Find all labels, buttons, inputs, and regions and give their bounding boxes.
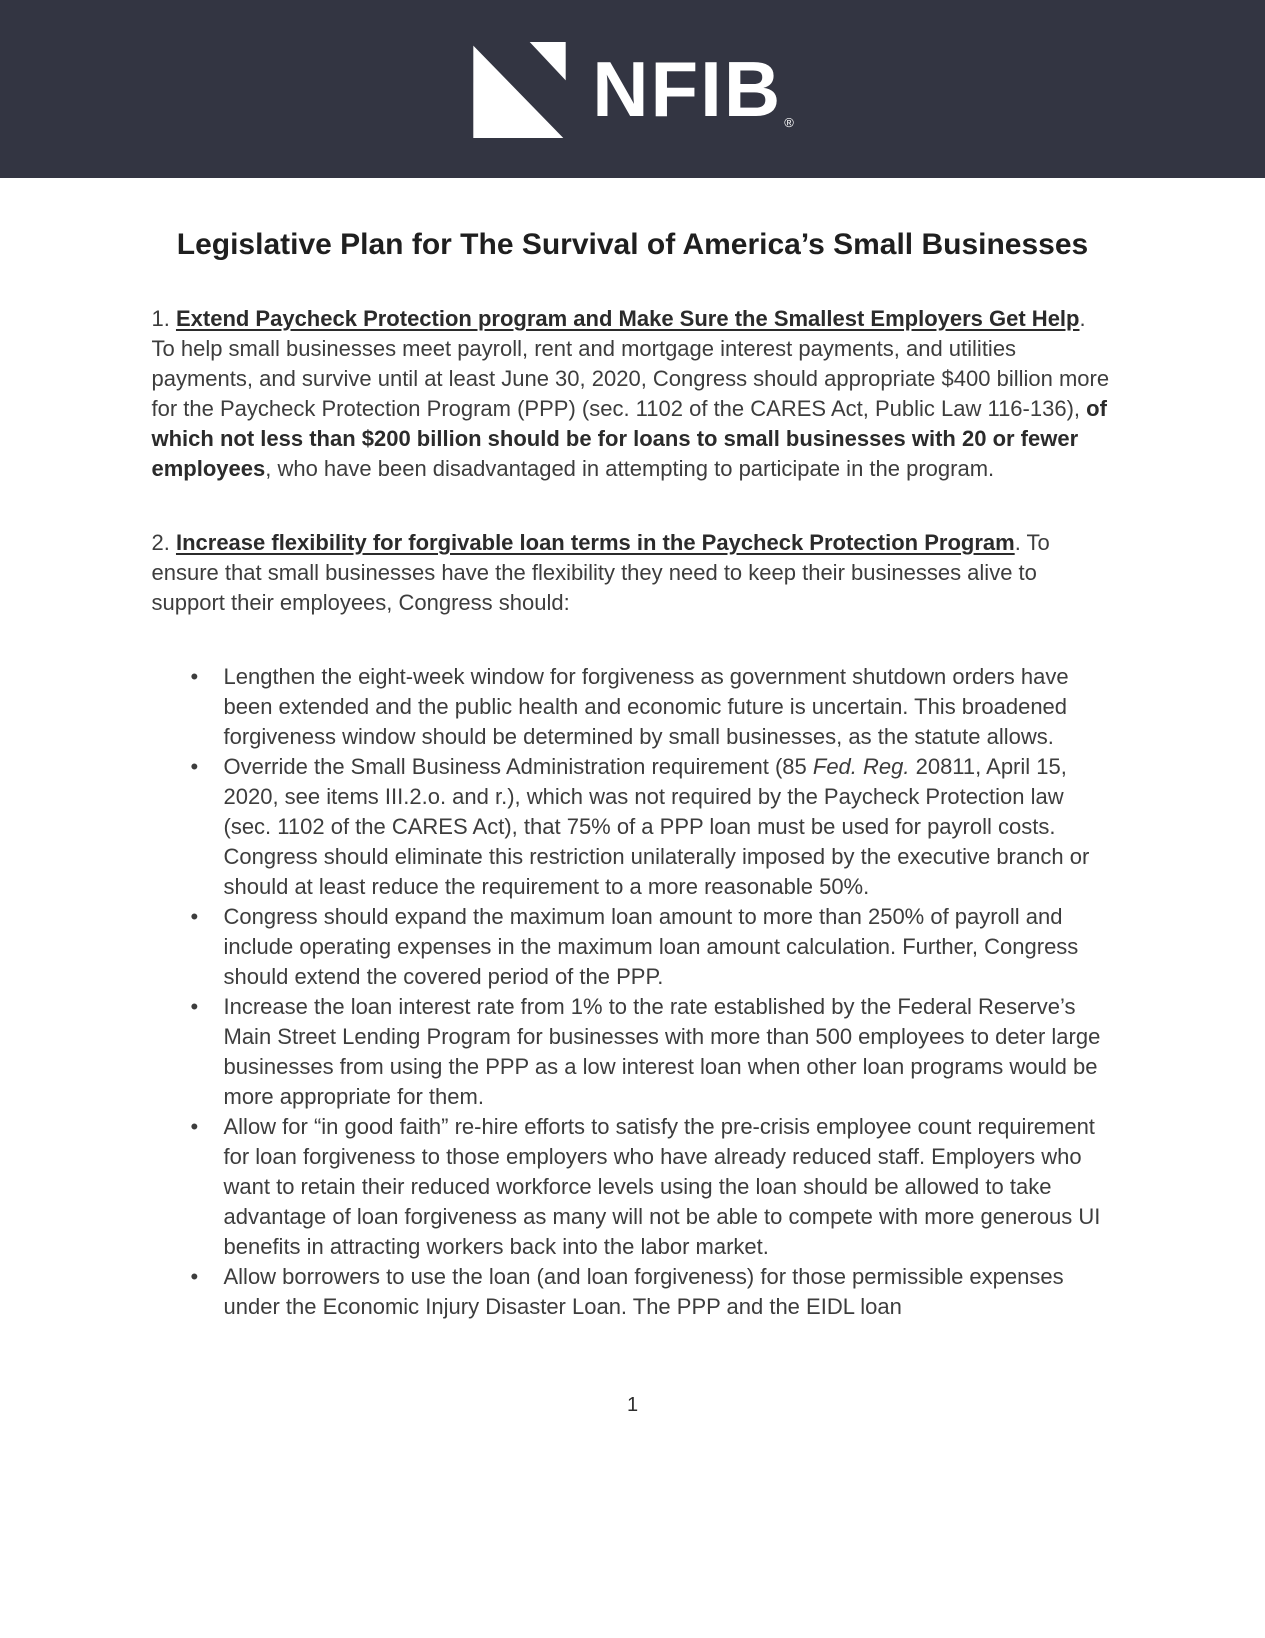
text-segment: Override the Small Business Administration requirement (85 [223,754,813,779]
document-page [152,178,1114,1477]
header-banner [0,0,1265,178]
page-title: Legislative Plan for The Survival of America’s Small Businesses [176,228,1089,261]
text-segment: Congress should expand the maximum loan amount to more than 250% of payroll and include operating expenses in the maximum loan amount calculation. Further, Congress should extend the covered period of the PPP. [223,904,1079,989]
text-segment: 2. [151,530,176,555]
text-segment: 1. [151,306,176,331]
text-segment: Lengthen the eight-week window for forgiveness as government shutdown orders have been extended and the public health and economic future is uncertain. This broadened forgiveness window should be determined by small businesses, as the statute allows. [223,664,1069,749]
text-segment: Allow for “in good faith” re-hire efforts to satisfy the pre-crisis employee count requirement for loan forgiveness to those employers who have already reduced staff. Employers who want to retain their reduced workforce levels using the loan should be allowed to take advantage of loan forgiveness as many will not be able to compete with more generous UI benefits in attracting workers back into the labor market. [223,1114,1101,1259]
text-segment: Extend Paycheck Protection program and Make Sure the Smallest Employers Get Help [175,306,1080,331]
nfib-logo-text: NFIB [592,45,783,133]
list-item [224,992,1114,1112]
text-segment: Fed. Reg. [812,754,910,779]
list-item [224,1112,1114,1262]
page-number: 1 [626,1394,639,1416]
text-segment: Increase flexibility for forgivable loan terms in the Paycheck Protection Program [175,530,1015,555]
list-item [224,662,1114,752]
list-item [224,1262,1114,1322]
registered-trademark: ® [784,115,794,130]
text-segment: of which not less than $200 billion should be for loans to small businesses with 20 or fewer employees [151,396,1107,481]
list-item [224,902,1114,992]
nfib-logo-icon [471,42,568,138]
text-segment: . To help small businesses meet payroll, rent and mortgage interest payments, and utilities payments, and survive until at least June 30, 2020, Congress should appropriate $400 billion more for the Paycheck Protection Program (PPP) (sec. 1102 of the CARES Act, Public Law 116-136), [151,306,1110,421]
text-segment: . To ensure that small businesses have the flexibility they need to keep their businesses alive to support their employees, Congress should: [151,530,1050,615]
text-segment: Allow borrowers to use the loan (and loan forgiveness) for those permissible expenses under the Economic Injury Disaster Loan. The PPP and the EIDL loan [223,1264,1064,1319]
text-segment: 20811, April 15, 2020, see items III.2.o. and r.), which was not required by the Paycheck Protection law (sec. 1102 of the CARES Act), that 75% of a PPP loan must be used for payroll costs. Congress should eliminate this restriction unilaterally imposed by the executive branch or should at least reduce the requirement to a more reasonable 50%. [223,754,1090,899]
text-segment: Increase the loan interest rate from 1% to the rate established by the Federal Reserve’s Main Street Lending Program for businesses with more than 500 employees to deter large businesses from using the PPP as a low interest loan when other loan programs would be more appropriate for them. [223,994,1101,1109]
text-segment: , who have been disadvantaged in attempting to participate in the program. [265,456,995,481]
paragraph-2 [152,528,1114,618]
list-item [224,752,1114,902]
bullet-list [152,662,1114,1322]
paragraph-1 [152,304,1114,484]
nfib-logo [471,40,794,138]
